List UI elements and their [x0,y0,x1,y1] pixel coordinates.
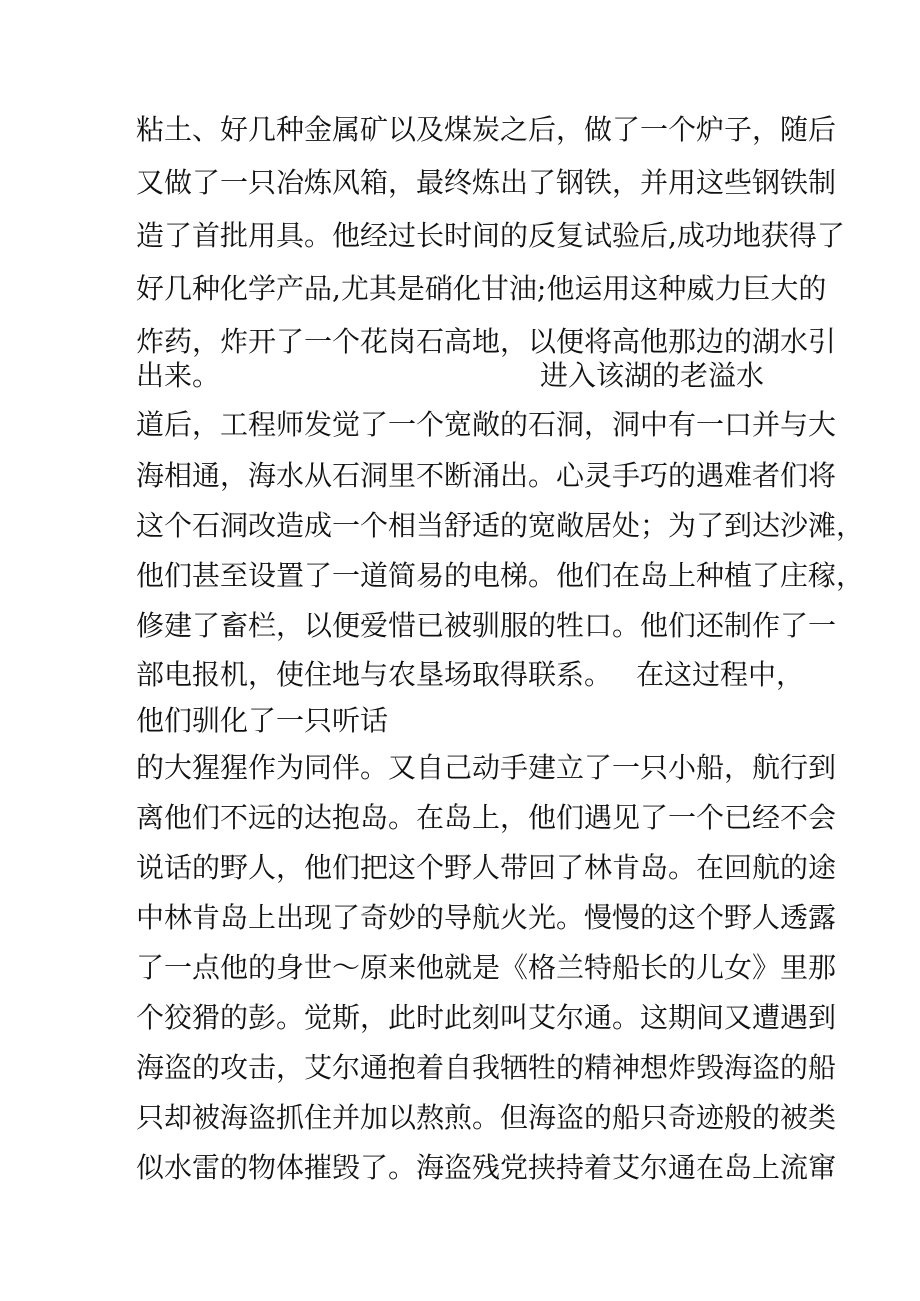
text-line: 的大猩猩作为同伴。又自己动手建立了一只小船，航行到 [136,751,837,784]
text-line: 个狡猾的彭。觉斯，此时此刻叫艾尔通。这期间又遭遇到 [136,1001,837,1034]
text-line: 了一点他的身世～原来他就是《格兰特船长的儿女》里那 [136,951,837,984]
text-line-segment: 进入该湖的老溢水 [540,359,765,392]
text-line: 又做了一只冶炼风箱，最终炼出了钢铁，并用这些钢铁制 [136,166,837,199]
text-line: 说话的野人，他们把这个野人带回了林肯岛。在回航的途 [136,851,837,884]
text-line: 他们甚至设置了一道简易的电梯。他们在岛上种植了庄稼， [136,559,865,592]
text-line: 道后，工程师发觉了一个宽敞的石洞，洞中有一口并与大 [136,408,837,441]
text-line: 只却被海盗抓住并加以熬煎。但海盗的船只奇迹般的被类 [136,1101,837,1134]
text-line: 粘土、好几种金属矿以及煤炭之后，做了一个炉子，随后 [136,113,837,146]
text-line: 离他们不远的达抱岛。在岛上，他们遇见了一个已经不会 [136,801,837,834]
text-line: 海相通，海水从石洞里不断涌出。心灵手巧的遇难者们将 [136,459,837,492]
text-line: 部电报机，使住地与农垦场取得联系。 [136,658,613,691]
text-line: 他们驯化了一只听话 [136,704,389,737]
text-line: 这个石洞改造成一个相当舒适的宽敞居处；为了到达沙滩， [136,509,865,542]
text-line: 中林肯岛上出现了奇妙的导航火光。慢慢的这个野人透露 [136,901,837,934]
text-line: 造了首批用具。他经过长时间的反复试验后,成功地获得了 [136,219,845,252]
text-line: 海盗的攻击，艾尔通抱着自我牺牲的精神想炸毁海盗的船 [136,1051,837,1084]
text-line: 炸药，炸开了一个花岗石高地，以便将高他那边的湖水引 [136,325,837,358]
text-line-segment: 在这过程中， [636,658,805,691]
text-line: 出来。 [136,359,221,392]
text-line: 好几种化学产品,尤其是硝化甘油;他运用这种威力巨大的 [136,272,827,305]
text-line: 似水雷的物体摧毁了。海盗残党挟持着艾尔通在岛上流窜 [136,1151,837,1184]
text-line: 修建了畜栏，以便爱惜已被驯服的牲口。他们还制作了一 [136,609,837,642]
